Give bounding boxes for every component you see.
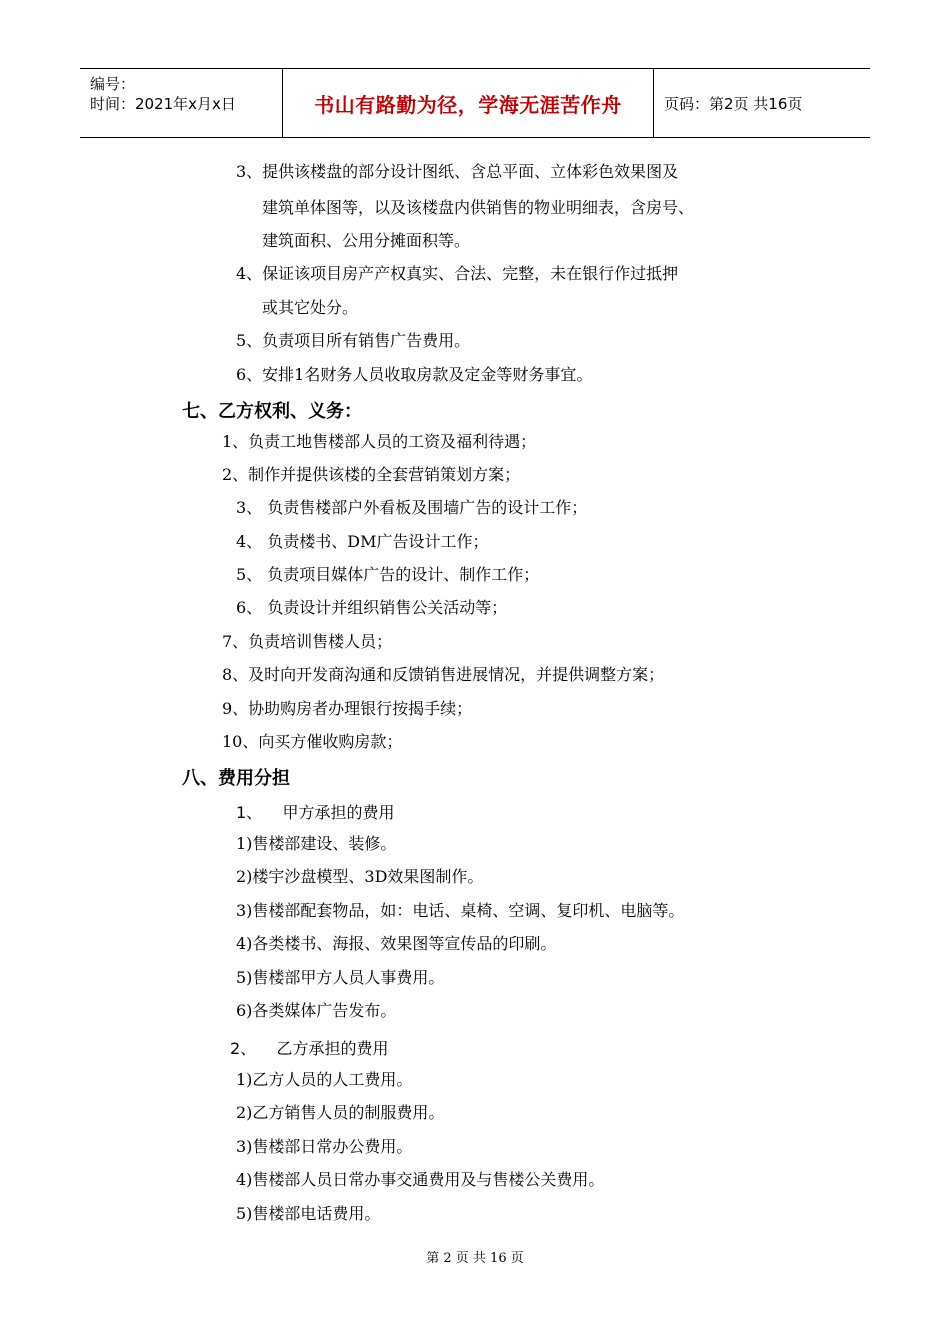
list-item: 2、制作并提供该楼的全套营销策划方案；	[222, 465, 521, 484]
header-meta-cell	[80, 69, 283, 137]
list-item: 8、及时向开发商沟通和反馈销售进展情况，并提供调整方案；	[222, 665, 665, 684]
list-item: 3、提供该楼盘的部分设计图纸、含总平面、立体彩色效果图及	[236, 162, 679, 181]
list-item: 3、 负责售楼部户外看板及围墙广告的设计工作；	[236, 498, 588, 517]
list-item: 1)乙方人员的人工费用。	[236, 1070, 413, 1089]
section-heading: 八、费用分担	[182, 768, 290, 789]
list-item: 3)售楼部日常办公费用。	[236, 1137, 413, 1156]
header-page-cell	[654, 69, 870, 137]
page-footer: 第 2 页 共 16 页	[426, 1251, 524, 1266]
list-item: 或其它处分。	[262, 298, 359, 317]
list-item: 5、 负责项目媒体广告的设计、制作工作；	[236, 565, 540, 584]
list-item: 6、安排1名财务人员收取房款及定金等财务事宜。	[236, 365, 593, 384]
header-motto-cell	[283, 69, 654, 137]
list-item: 建筑单体图等，以及该楼盘内供销售的物业明细表，含房号、	[262, 198, 695, 217]
list-item: 7、负责培训售楼人员；	[222, 632, 393, 651]
list-item: 3)售楼部配套物品，如：电话、桌椅、空调、复印机、电脑等。	[236, 901, 685, 920]
document-date: 时间：2021年x月x日	[90, 95, 236, 113]
section-heading: 七、乙方权利、义务：	[182, 401, 362, 422]
list-item: 9、协助购房者办理银行按揭手续；	[222, 699, 473, 718]
subsection-heading: 1、 甲方承担的费用	[236, 803, 395, 822]
list-item: 1)售楼部建设、装修。	[236, 834, 397, 853]
list-item: 4、 负责楼书、DM广告设计工作；	[236, 532, 489, 551]
list-item: 2)楼宇沙盘模型、3D效果图制作。	[236, 867, 484, 886]
list-item: 5)售楼部甲方人员人事费用。	[236, 968, 445, 987]
list-item: 4)各类楼书、海报、效果图等宣传品的印刷。	[236, 934, 557, 953]
list-item: 10、向买方催收购房款；	[222, 732, 403, 751]
list-item: 4)售楼部人员日常办事交通费用及与售楼公关费用。	[236, 1170, 605, 1189]
subsection-heading: 2、 乙方承担的费用	[230, 1039, 389, 1058]
document-number: 编号：	[90, 75, 136, 93]
header-motto: 书山有路勤为径，学海无涯苦作舟	[314, 92, 622, 117]
list-item: 2)乙方销售人员的制服费用。	[236, 1103, 445, 1122]
list-item: 建筑面积、公用分摊面积等。	[262, 231, 471, 250]
document-header	[80, 68, 870, 138]
list-item: 6)各类媒体广告发布。	[236, 1001, 397, 1020]
list-item: 1、负责工地售楼部人员的工资及福利待遇；	[222, 432, 537, 451]
list-item: 5、负责项目所有销售广告费用。	[236, 331, 471, 350]
list-item: 4、保证该项目房产产权真实、合法、完整，未在银行作过抵押	[236, 264, 679, 283]
list-item: 5)售楼部电话费用。	[236, 1204, 381, 1223]
list-item: 6、 负责设计并组织销售公关活动等；	[236, 598, 508, 617]
header-page-number: 页码：第2页 共16页	[664, 94, 803, 113]
